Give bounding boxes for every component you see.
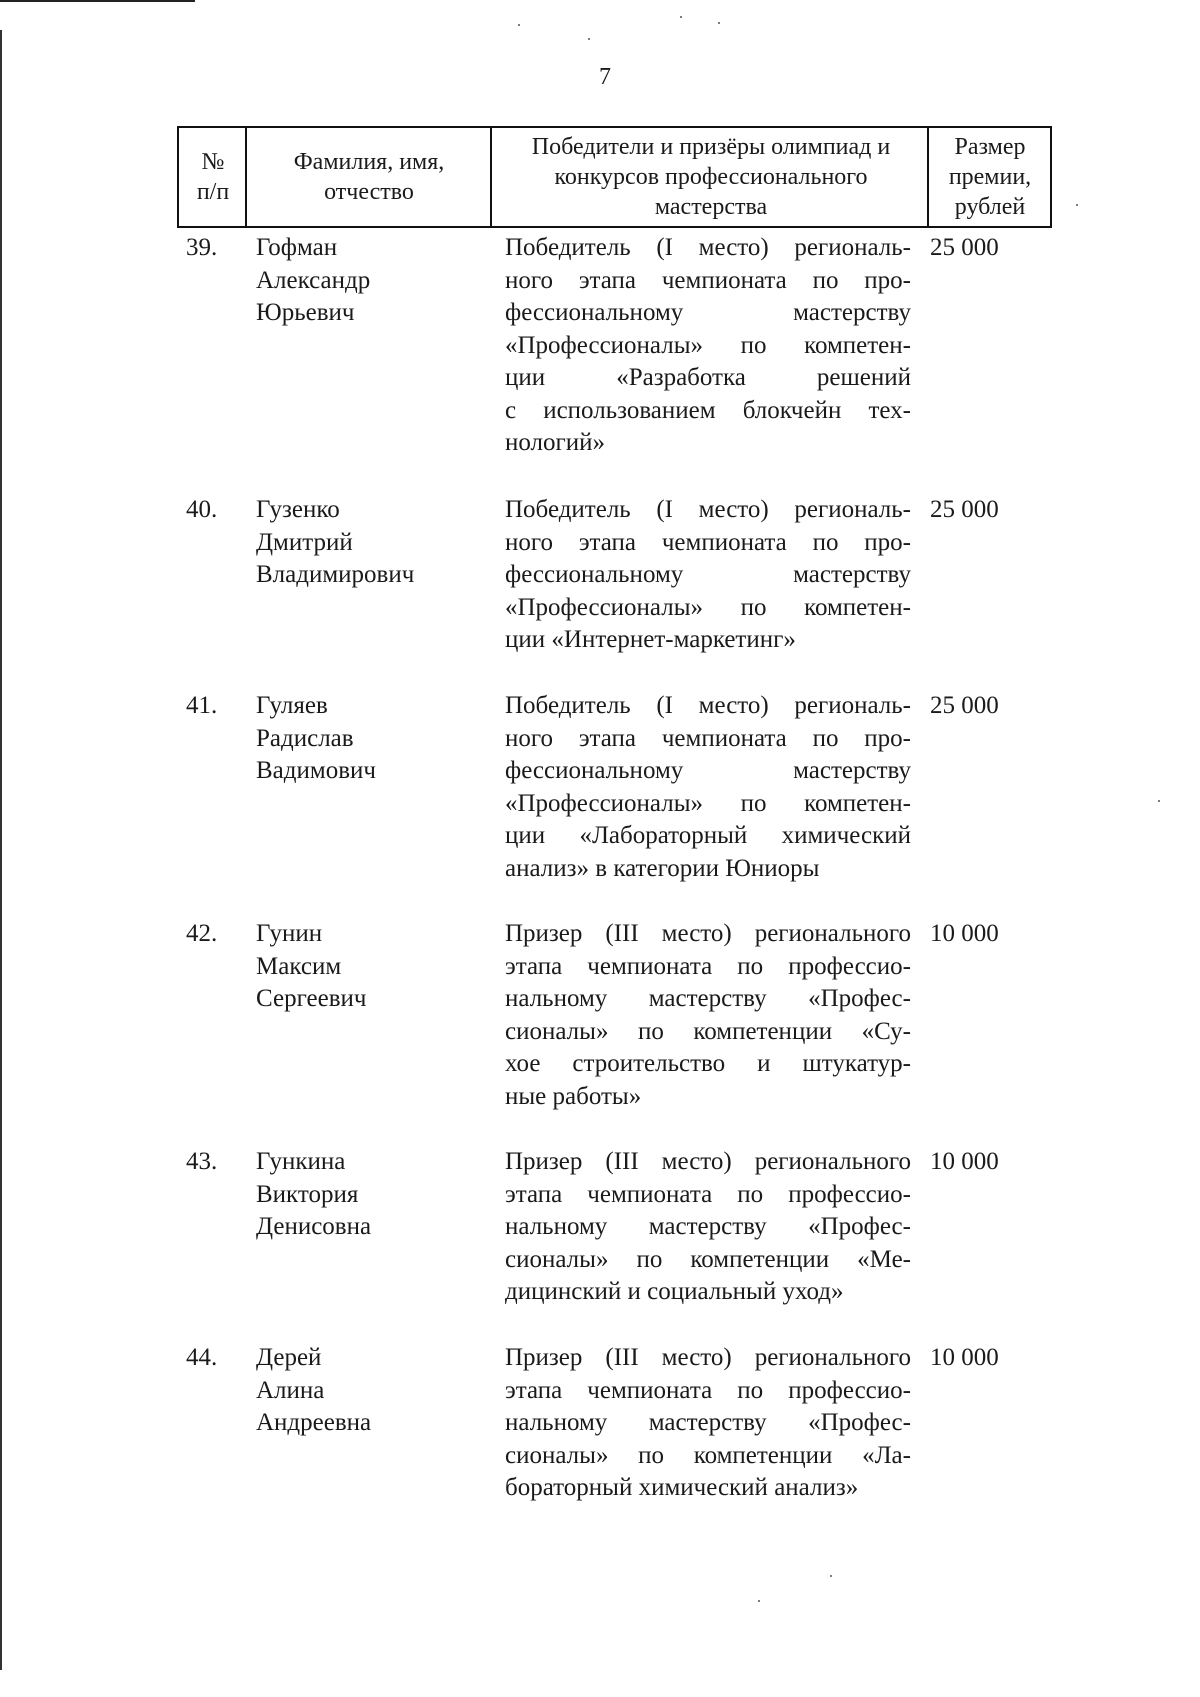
scan-left-edge [0,30,2,1670]
achievement-line: сионалы» по компетенции «Ла- [505,1441,911,1469]
surname: Дерей [256,1344,322,1371]
column-divider [490,128,492,226]
header-number [185,128,241,226]
header-name [259,128,479,226]
achievement-line: Призер (III место) регионального [505,1344,911,1371]
achievement-line: этапа чемпионата по профессио- [505,952,911,980]
achievement-line: фессиональному мастерству [505,299,911,326]
page-number: 7 [599,64,611,90]
scan-top-edge [0,0,195,2]
header-name-text: Фамилия, имя, отчество [293,149,445,205]
table-header [177,126,1052,228]
patronymic: Андреевна [256,1409,372,1436]
surname: Гунин [256,920,323,947]
column-divider [245,128,247,226]
surname: Гузенко [256,496,340,523]
row-name [256,918,496,1016]
row-number: 39. [186,234,218,261]
first-name: Виктория [256,1180,359,1208]
row-achievement [505,690,911,885]
scan-speck [518,24,520,26]
achievement-line: хое строительство и штукатур- [505,1050,911,1077]
surname: Гункина [256,1148,346,1175]
achievement-line: сионалы» по компетенции «Су- [505,1017,911,1045]
achievement-line: ции «Интернет-маркетинг» [505,626,796,653]
first-name: Александр [256,266,371,294]
surname: Гуляев [256,692,328,719]
row-number: 43. [186,1148,218,1175]
achievement-line: дицинский и социальный уход» [505,1278,844,1305]
achievement-line: ции «Лабораторный химический [505,822,911,849]
row-name [256,232,496,330]
header-achievement [497,128,925,226]
achievement-line: ного этапа чемпионата по про- [505,266,911,294]
achievement-line: ного этапа чемпионата по про- [505,724,911,752]
first-name: Дмитрий [256,528,353,556]
row-prize: 25 000 [930,692,999,719]
achievement-line: ные работы» [505,1082,642,1110]
patronymic: Денисовна [256,1213,372,1240]
achievement-line: нальному мастерству «Профес- [505,1409,911,1436]
achievement-line: «Профессионалы» по компетен- [505,593,911,621]
scan-speck [758,1600,760,1602]
achievement-line: Победитель (I место) региональ- [505,496,911,523]
patronymic: Юрьевич [256,299,355,326]
scan-speck [680,16,682,18]
row-achievement [505,494,911,657]
first-name: Алина [256,1376,325,1404]
header-prize-text: Размер премии, рублей [948,134,1032,220]
row-number: 42. [186,920,218,947]
header-prize [931,128,1049,226]
row-name [256,1146,496,1244]
row-prize: 25 000 [930,234,999,261]
achievement-line: сионалы» по компетенции «Ме- [505,1245,911,1273]
achievement-line: нологий» [505,429,606,456]
achievement-line: бораторный химический анализ» [505,1474,859,1501]
achievement-line: Победитель (I место) региональ- [505,692,911,719]
patronymic: Сергеевич [256,985,367,1012]
row-achievement [505,232,911,460]
achievement-line: «Профессионалы» по компетен- [505,789,911,817]
row-achievement [505,918,911,1113]
scan-speck [1158,800,1160,802]
achievement-line: «Профессионалы» по компетен- [505,331,911,359]
achievement-line: ного этапа чемпионата по про- [505,528,911,556]
row-prize: 10 000 [930,920,999,947]
achievement-line: Победитель (I место) региональ- [505,234,911,261]
achievement-line: этапа чемпионата по профессио- [505,1180,911,1208]
scan-speck [718,22,720,24]
achievement-line: этапа чемпионата по профессио- [505,1376,911,1404]
patronymic: Владимирович [256,561,415,588]
achievement-line: Призер (III место) регионального [505,1148,911,1175]
row-name [256,494,496,592]
achievement-line: нальному мастерству «Профес- [505,985,911,1012]
row-prize: 10 000 [930,1148,999,1175]
row-number: 40. [186,496,218,523]
achievement-line: фессиональному мастерству [505,757,911,784]
scan-speck [588,38,590,40]
column-divider [927,128,929,226]
first-name: Радислав [256,724,354,752]
first-name: Максим [256,952,342,980]
achievement-line: Призер (III место) регионального [505,920,911,947]
header-number-text: № п/п [196,149,230,205]
scan-speck [830,1575,832,1577]
row-number: 41. [186,692,218,719]
patronymic: Вадимович [256,757,376,784]
achievement-line: фессиональному мастерству [505,561,911,588]
row-number: 44. [186,1344,218,1371]
achievement-line: ции «Разработка решений [505,364,911,391]
row-prize: 10 000 [930,1344,999,1371]
row-name [256,1342,496,1440]
row-achievement [505,1146,911,1309]
row-name [256,690,496,788]
row-achievement [505,1342,911,1505]
surname: Гофман [256,234,338,261]
achievement-line: с использованием блокчейн тех- [505,396,911,424]
achievement-line: нальному мастерству «Профес- [505,1213,911,1240]
scan-speck [1076,204,1078,206]
header-achievement-text: Победители и призёры олимпиад и конкурсов профессионального мастерства [531,134,891,220]
row-prize: 25 000 [930,496,999,523]
achievement-line: анализ» в категории Юниоры [505,854,820,882]
